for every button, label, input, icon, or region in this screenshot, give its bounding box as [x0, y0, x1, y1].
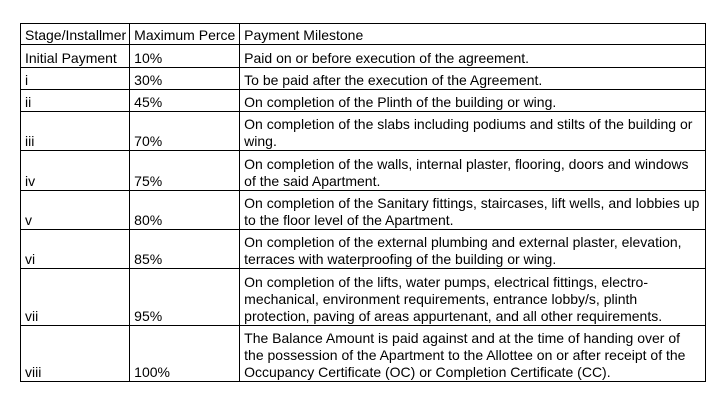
- milestone-cell: To be paid after the execution of the Agreement.: [240, 68, 706, 90]
- table-row: [21, 90, 706, 112]
- stage-cell: Initial Payment: [21, 45, 130, 68]
- table-row: [21, 151, 706, 191]
- milestone-cell: On completion of the Plinth of the building or wing.: [240, 90, 706, 112]
- milestone-cell: The Balance Amount is paid against and at the time of handing over of the possession of the Apartment to the Allottee on or after receipt of the Occupancy Certificate (OC) or Completion Certificate (CC).: [240, 326, 706, 382]
- stage-cell: v: [21, 191, 130, 230]
- table-row: [21, 191, 706, 230]
- milestone-cell: On completion of the Sanitary fittings, staircases, lift wells, and lobbies up to the floor level of the Apartment.: [240, 191, 706, 230]
- percent-cell: 85%: [130, 230, 240, 269]
- milestone-cell: Paid on or before execution of the agreement.: [240, 45, 706, 68]
- stage-cell: vi: [21, 230, 130, 269]
- milestone-cell: On completion of the lifts, water pumps, electrical fittings, electro-mechanical, environment requirements, entrance lobby/s, plinth protection, paving of areas appurtenant, and all other requirements.: [240, 269, 706, 326]
- milestone-cell: On completion of the walls, internal plaster, flooring, doors and windows of the said Apartment.: [240, 151, 706, 191]
- percent-cell: 100%: [130, 326, 240, 382]
- stage-cell: iv: [21, 151, 130, 191]
- percent-cell: 30%: [130, 68, 240, 90]
- percent-cell: 10%: [130, 45, 240, 68]
- stage-cell: i: [21, 68, 130, 90]
- stage-cell: iii: [21, 112, 130, 151]
- table-row: [21, 45, 706, 68]
- percent-cell: 70%: [130, 112, 240, 151]
- table-row: [21, 112, 706, 151]
- milestone-cell: On completion of the external plumbing and external plaster, elevation, terraces with waterproofing of the building or wing.: [240, 230, 706, 269]
- milestone-cell: On completion of the slabs including podiums and stilts of the building or wing.: [240, 112, 706, 151]
- percent-cell: 45%: [130, 90, 240, 112]
- header-milestone: Payment Milestone: [240, 24, 706, 45]
- table-row: [21, 269, 706, 326]
- stage-cell: vii: [21, 269, 130, 326]
- stage-cell: ii: [21, 90, 130, 112]
- percent-cell: 80%: [130, 191, 240, 230]
- table-row: [21, 326, 706, 382]
- table-row: [21, 68, 706, 90]
- percent-cell: 75%: [130, 151, 240, 191]
- header-row: [21, 24, 706, 45]
- header-stage: Stage/Installmer: [21, 24, 130, 45]
- header-percentage: Maximum Perce: [130, 24, 240, 45]
- table-row: [21, 230, 706, 269]
- payment-schedule-table: [20, 23, 706, 382]
- percent-cell: 95%: [130, 269, 240, 326]
- stage-cell: viii: [21, 326, 130, 382]
